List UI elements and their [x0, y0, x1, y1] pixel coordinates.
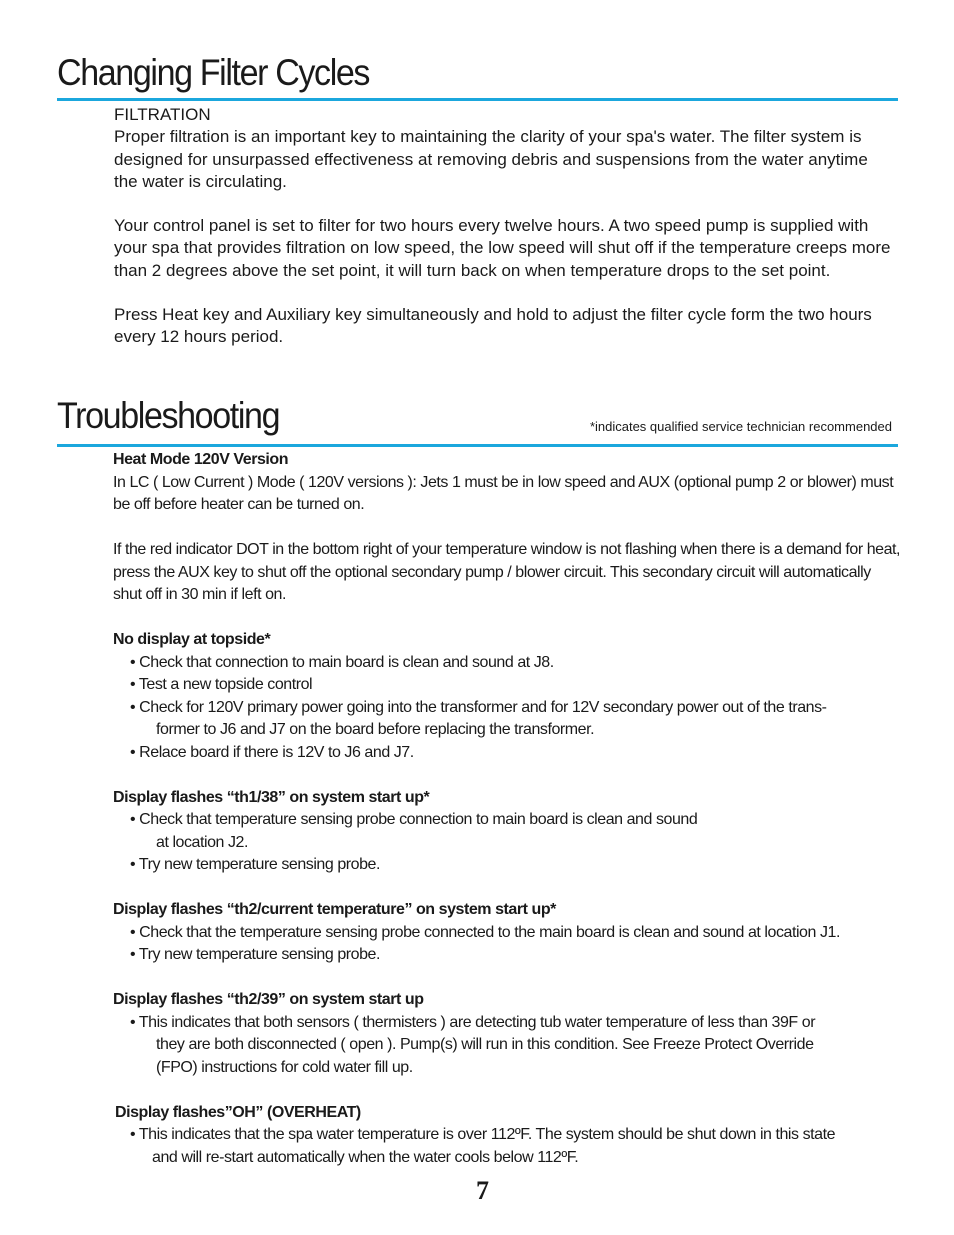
list-item-line: • Check for 120V primary power going into the transformer and for 12V secondary power out of the trans- [130, 698, 827, 716]
filtration-paragraph-2: Your control panel is set to filter for two hours every twelve hours. A two speed pump is supplied with your spa that provides filtration on low speed, the low speed will shut off if the temperature creeps more than 2 degrees above the set point, it will turn back on when temperature drops to the set point. [114, 216, 891, 280]
page-number: 7 [476, 1176, 489, 1205]
list-item-line: • This indicates that both sensors ( thermisters ) are detecting tub water temperature of less than 39F or [130, 1013, 816, 1031]
technician-note: *indicates qualified service technician recommended [589, 419, 892, 434]
list-item-line: former to J6 and J7 on the board before replacing the transformer. [156, 721, 595, 738]
heat-mode-paragraph-1: In LC ( Low Current ) Mode ( 120V versions ): Jets 1 must be in low speed and AUX (optional pump 2 or blower) must be off before heater can be turned on. [113, 473, 894, 513]
section-rule [57, 444, 898, 447]
list-item: • Test a new topside control [130, 676, 313, 693]
filtration-paragraph-3: Press Heat key and Auxiliary key simultaneously and hold to adjust the filter cycle form the two hours every 12 hours period. [114, 305, 872, 347]
filtration-text [114, 104, 894, 349]
list-item-line: • This indicates that the spa water temperature is over 112ºF. The system should be shut down in this state [130, 1126, 836, 1143]
th2-current-heading: Display flashes “th2/current temperature” on system start up* [113, 901, 556, 918]
list-item [113, 809, 903, 854]
list-item-line: they are both disconnected ( open ). Pump(s) will run in this condition. See Freeze Protect Override [156, 1036, 814, 1053]
list-item: • Relace board if there is 12V to J6 and J7. [130, 743, 414, 761]
heat-mode-paragraph-2: If the red indicator DOT in the bottom right of your temperature window is not flashing when there is a demand for heat, press the AUX key to shut off the optional secondary pump / blower circuit. This secondary circuit will automatically shut off in 30 min if left on. [113, 541, 901, 603]
list-item [113, 1124, 903, 1169]
list-item: • Check that the temperature sensing probe connected to the main board is clean and sound at location J1. [130, 923, 840, 941]
list-item [113, 697, 903, 742]
list-item-line: at location J2. [156, 833, 248, 851]
list-item: • Try new temperature sensing probe. [130, 946, 380, 963]
overheat-heading: Display flashes”OH” (OVERHEAT) [115, 1103, 361, 1121]
troubleshooting-list [113, 449, 903, 1169]
section-title-troubleshooting: Troubleshooting [57, 395, 280, 436]
list-item: • Check that connection to main board is clean and sound at J8. [130, 653, 554, 671]
list-item-line: (FPO) instructions for cold water fill up. [156, 1058, 413, 1076]
list-item-line: and will re-start automatically when the water cools below 112ºF. [152, 1148, 579, 1166]
section-rule [57, 98, 898, 101]
th2-39-heading: Display flashes “th2/39” on system start up [113, 991, 424, 1008]
filtration-subhead: FILTRATION [114, 105, 211, 124]
filtration-paragraph-1: Proper filtration is an important key to maintaining the clarity of your spa's water. The filter system is designed for unsurpassed effectiveness at removing debris and suspensions from the water anytime the water is circulating. [114, 127, 868, 191]
section-title-filter-cycles: Changing Filter Cycles [57, 52, 370, 93]
th1-heading: Display flashes “th1/38” on system start up* [113, 788, 430, 806]
list-item [113, 1012, 903, 1080]
list-item: • Try new temperature sensing probe. [130, 856, 380, 873]
no-display-heading: No display at topside* [113, 631, 271, 648]
heat-mode-heading: Heat Mode 120V Version [113, 451, 289, 468]
list-item-line: • Check that temperature sensing probe connection to main board is clean and sound [130, 811, 698, 828]
